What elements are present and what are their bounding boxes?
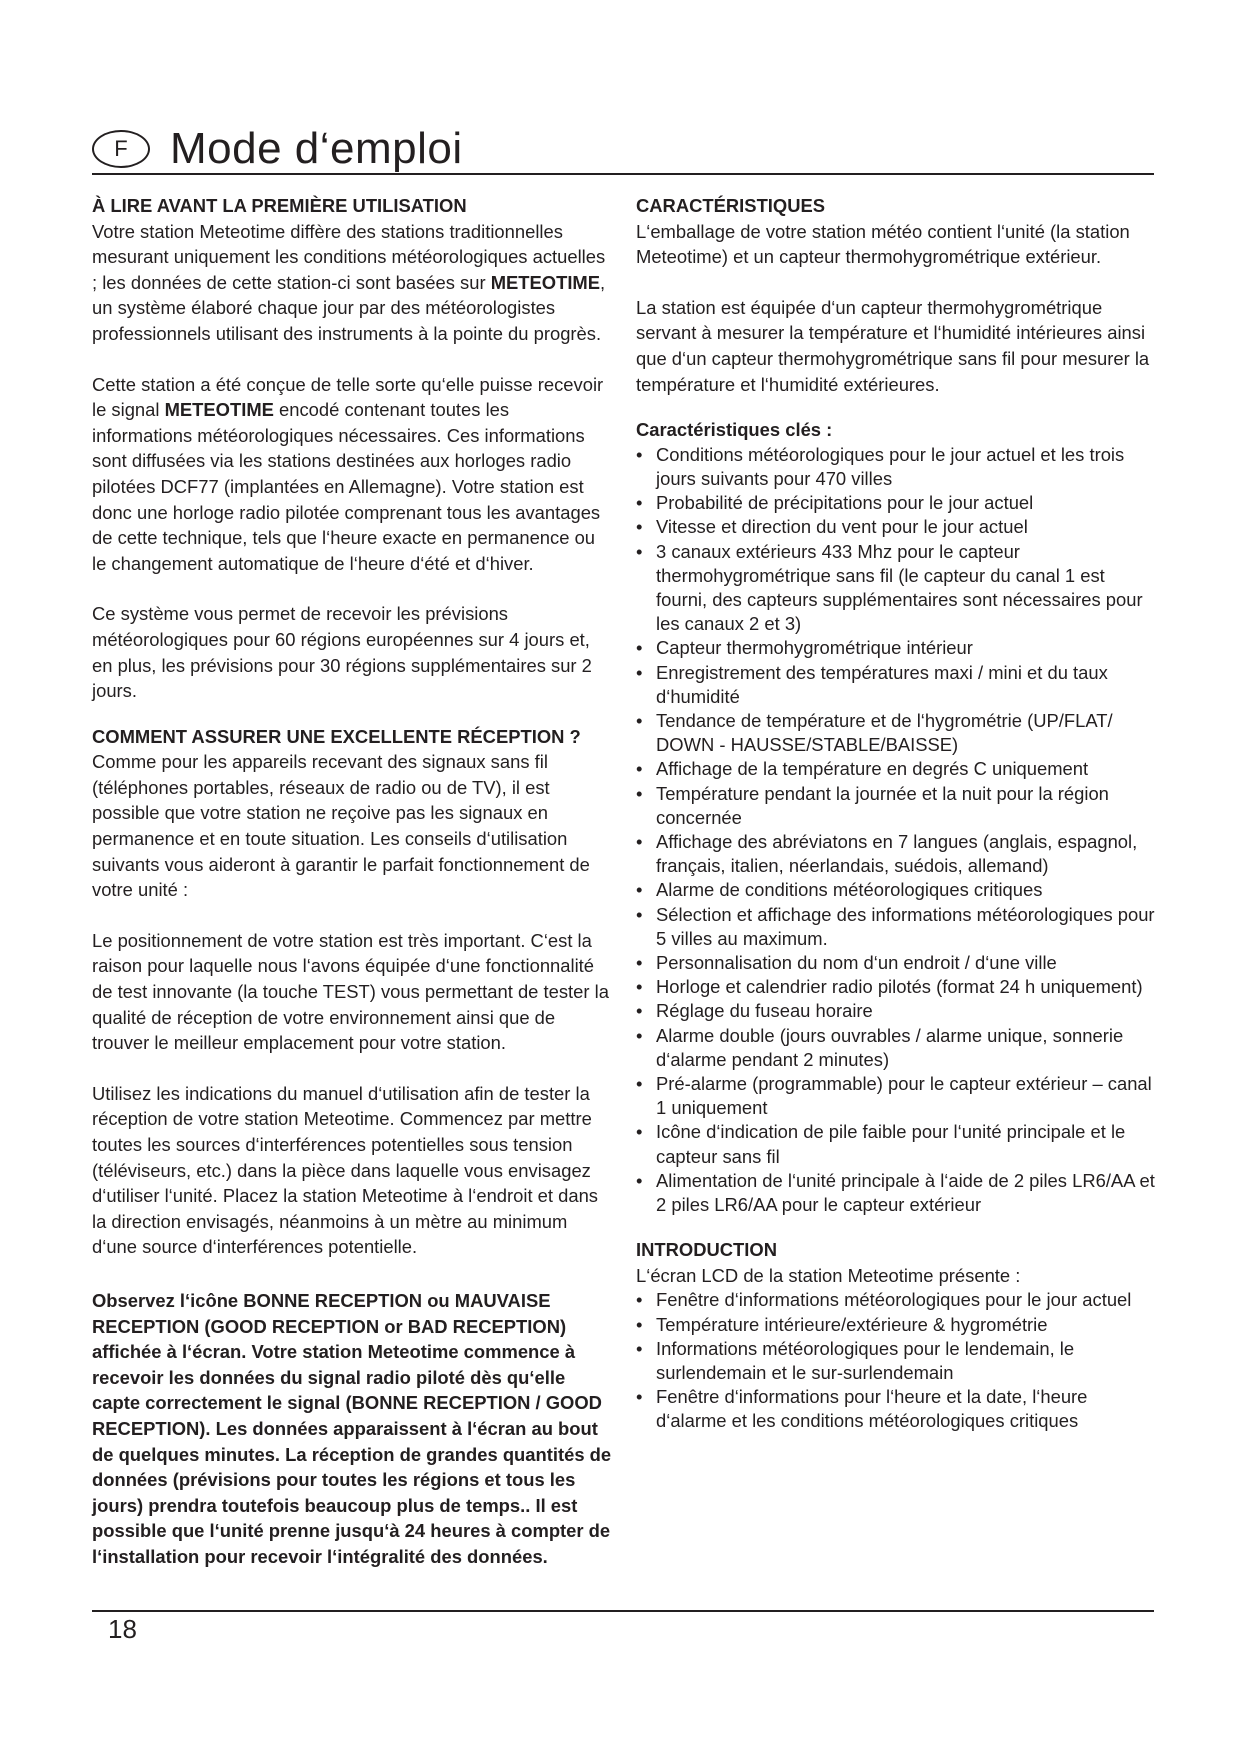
paragraph-signal-text-c: encodé contenant toutes les informations météorologiques nécessaires. Ces informations sont diffusées via les stations destinées aux horloges radio pilotées DCF77 (implantées en Allemagne). Votre station est donc une horloge radio pilotée comprenant tous les avantages de cette technique, tels que l‘heure exacte en permanence ou le changement automatique de l‘heure d‘été et d‘hiver. xyxy=(92,399,601,574)
paragraph-test-instructions: Utilisez les indications du manuel d‘utilisation afin de tester la réception de votre station Meteotime. Commencez par mettre toutes les sources d‘interférences potentielles sous tension (téléviseurs, etc.) dans la pièce dans laquelle vous envisagez d‘utiliser l‘unité. Placez la station Meteotime à l‘endroit et dans la direction envisagés, néanmoins à un mètre au minimum d‘une source d‘interférences potentielle. xyxy=(92,1082,599,1258)
page-number: 18 xyxy=(108,1614,137,1644)
header-divider xyxy=(92,173,1154,175)
list-item: • 3 canaux extérieurs 433 Mhz pour le capteur thermohygrométrique sans fil (le capteur du canal 1 est fourni, des capteurs supplémentaires sont nécessaires pour les canaux 2 et 3) xyxy=(636,540,1156,637)
section-heading-before-first-use: À LIRE AVANT LA PREMIÈRE UTILISATION xyxy=(92,195,467,216)
list-item: • Personnalisation du nom d‘un endroit / d‘une ville xyxy=(636,951,1156,975)
list-item: • Alarme double (jours ouvrables / alarme unique, sonnerie d‘alarme pendant 2 minutes) xyxy=(636,1024,1156,1072)
paragraph-intro-text-c: , un système élaboré chaque jour par des météorologistes professionnels utilisant des instruments à la pointe du progrès. xyxy=(92,271,606,344)
paragraph-positioning: Le positionnement de votre station est très important. C‘est la raison pour laquelle nous l‘avons équipée d‘une fonctionnalité de test innovante (la touche TEST) vous permettant de tester la qualité de réception de votre environnement ainsi que de trouver le meilleur emplacement pour votre station. xyxy=(92,929,609,1054)
paragraph-intro-text-a: Votre station Meteotime diffère des stations traditionnelles mesurant uniquement les conditions météorologiques actuelles ; les données de cette station-ci sont basées sur xyxy=(92,220,606,293)
list-item: • Fenêtre d‘informations pour l‘heure et la date, l‘heure d‘alarme et les conditions météorologiques critiques xyxy=(636,1385,1156,1433)
list-item: • Fenêtre d‘informations météorologiques pour le jour actuel xyxy=(636,1288,1156,1312)
paragraph-lcd-intro: L‘écran LCD de la station Meteotime présente : xyxy=(636,1264,1021,1286)
paragraph-reception-intro: Comme pour les appareils recevant des signaux sans fil (téléphones portables, réseaux de radio ou de TV), il est possible que votre station ne reçoive pas les signaux en permanence et en toute situation. Les conseils d‘utilisation suivants vous aideront à garantir le parfait fonctionnement de votre unité : xyxy=(92,751,590,901)
list-item: • Vitesse et direction du vent pour le jour actuel xyxy=(636,515,1156,539)
list-item: • Température pendant la journée et la nuit pour la région concernée xyxy=(636,782,1156,830)
left-column xyxy=(92,193,612,1570)
language-badge: F xyxy=(92,130,150,168)
list-item: • Horloge et calendrier radio pilotés (format 24 h uniquement) xyxy=(636,975,1156,999)
footer-divider xyxy=(92,1610,1154,1612)
list-item: • Réglage du fuseau horaire xyxy=(636,999,1156,1023)
lcd-items-list xyxy=(636,1288,1156,1433)
list-item: • Alimentation de l‘unité principale à l‘aide de 2 piles LR6/AA et 2 piles LR6/AA pour le capteur extérieur xyxy=(636,1169,1156,1217)
paragraph-signal-text-a: Cette station a été conçue de telle sorte qu‘elle puisse recevoir le signal xyxy=(92,373,604,421)
paragraph-intro xyxy=(92,219,612,347)
section-heading-introduction: INTRODUCTION xyxy=(636,1239,777,1261)
paragraph-sensors: La station est équipée d‘un capteur thermohygrométrique servant à mesurer la température et l‘humidité intérieures ainsi que d‘un capteur thermohygrométrique sans fil pour mesurer la température et l‘humidité extérieures. xyxy=(636,296,1150,395)
page-title: Mode d‘emploi xyxy=(170,124,463,174)
list-item: • Affichage des abréviatons en 7 langues (anglais, espagnol, français, italien, néerlandais, suédois, allemand) xyxy=(636,830,1156,878)
list-item: • Affichage de la température en degrés C uniquement xyxy=(636,757,1156,781)
section-heading-features: CARACTÉRISTIQUES xyxy=(636,195,826,216)
list-item: • Sélection et affichage des informations météorologiques pour 5 villes au maximum. xyxy=(636,903,1156,951)
list-item: • Alarme de conditions météorologiques critiques xyxy=(636,878,1156,902)
meteotime-brand: METEOTIME xyxy=(164,399,274,421)
right-column xyxy=(636,193,1156,1434)
list-item: • Capteur thermohygrométrique intérieur xyxy=(636,636,1156,660)
key-features-list xyxy=(636,443,1156,1218)
meteotime-brand: METEOTIME xyxy=(490,271,601,293)
list-item: • Conditions météorologiques pour le jour actuel et les trois jours suivants pour 470 villes xyxy=(636,443,1156,491)
list-item: • Probabilité de précipitations pour le jour actuel xyxy=(636,491,1156,515)
list-item: • Tendance de température et de l‘hygrométrie (UP/FLAT/ DOWN - HAUSSE/STABLE/BAISSE) xyxy=(636,709,1156,757)
page-header xyxy=(92,98,463,201)
list-item: • Icône d‘indication de pile faible pour l‘unité principale et le capteur sans fil xyxy=(636,1120,1156,1168)
key-features-title: Caractéristiques clés : xyxy=(636,419,833,441)
paragraph-signal xyxy=(92,372,612,577)
list-item: • Température intérieure/extérieure & hygrométrie xyxy=(636,1313,1156,1337)
paragraph-package-contents: L‘emballage de votre station météo contient l‘unité (la station Meteotime) et un capteur thermohygrométrique extérieur. xyxy=(636,220,1130,268)
paragraph-reception-icon: Observez l‘icône BONNE RECEPTION ou MAUVAISE RECEPTION (GOOD RECEPTION or BAD RECEPTION) affichée à l‘écran. Votre station Meteotime commence à recevoir les données du signal radio piloté dès qu‘elle capte correctement le signal (BONNE RECEPTION / GOOD RECEPTION). Les données apparaissent à l‘écran au bout de quelques minutes. La réception de grandes quantités de données (prévisions pour toutes les régions et tous les jours) prendra toutefois beaucoup plus de temps.. Il est possible que l‘unité prenne jusqu‘à 24 heures à compter de l‘installation pour recevoir l‘intégralité des données. xyxy=(92,1289,612,1567)
list-item: • Enregistrement des températures maxi / mini et du taux d‘humidité xyxy=(636,661,1156,709)
paragraph-forecast-regions: Ce système vous permet de recevoir les prévisions météorologiques pour 60 régions européennes sur 4 jours et, en plus, les prévisions pour 30 régions supplémentaires sur 2 jours. xyxy=(92,603,592,702)
section-heading-reception: COMMENT ASSURER UNE EXCELLENTE RÉCEPTION ? xyxy=(92,725,581,747)
list-item: • Pré-alarme (programmable) pour le capteur extérieur – canal 1 uniquement xyxy=(636,1072,1156,1120)
list-item: • Informations météorologiques pour le lendemain, le surlendemain et le sur-surlendemain xyxy=(636,1337,1156,1385)
